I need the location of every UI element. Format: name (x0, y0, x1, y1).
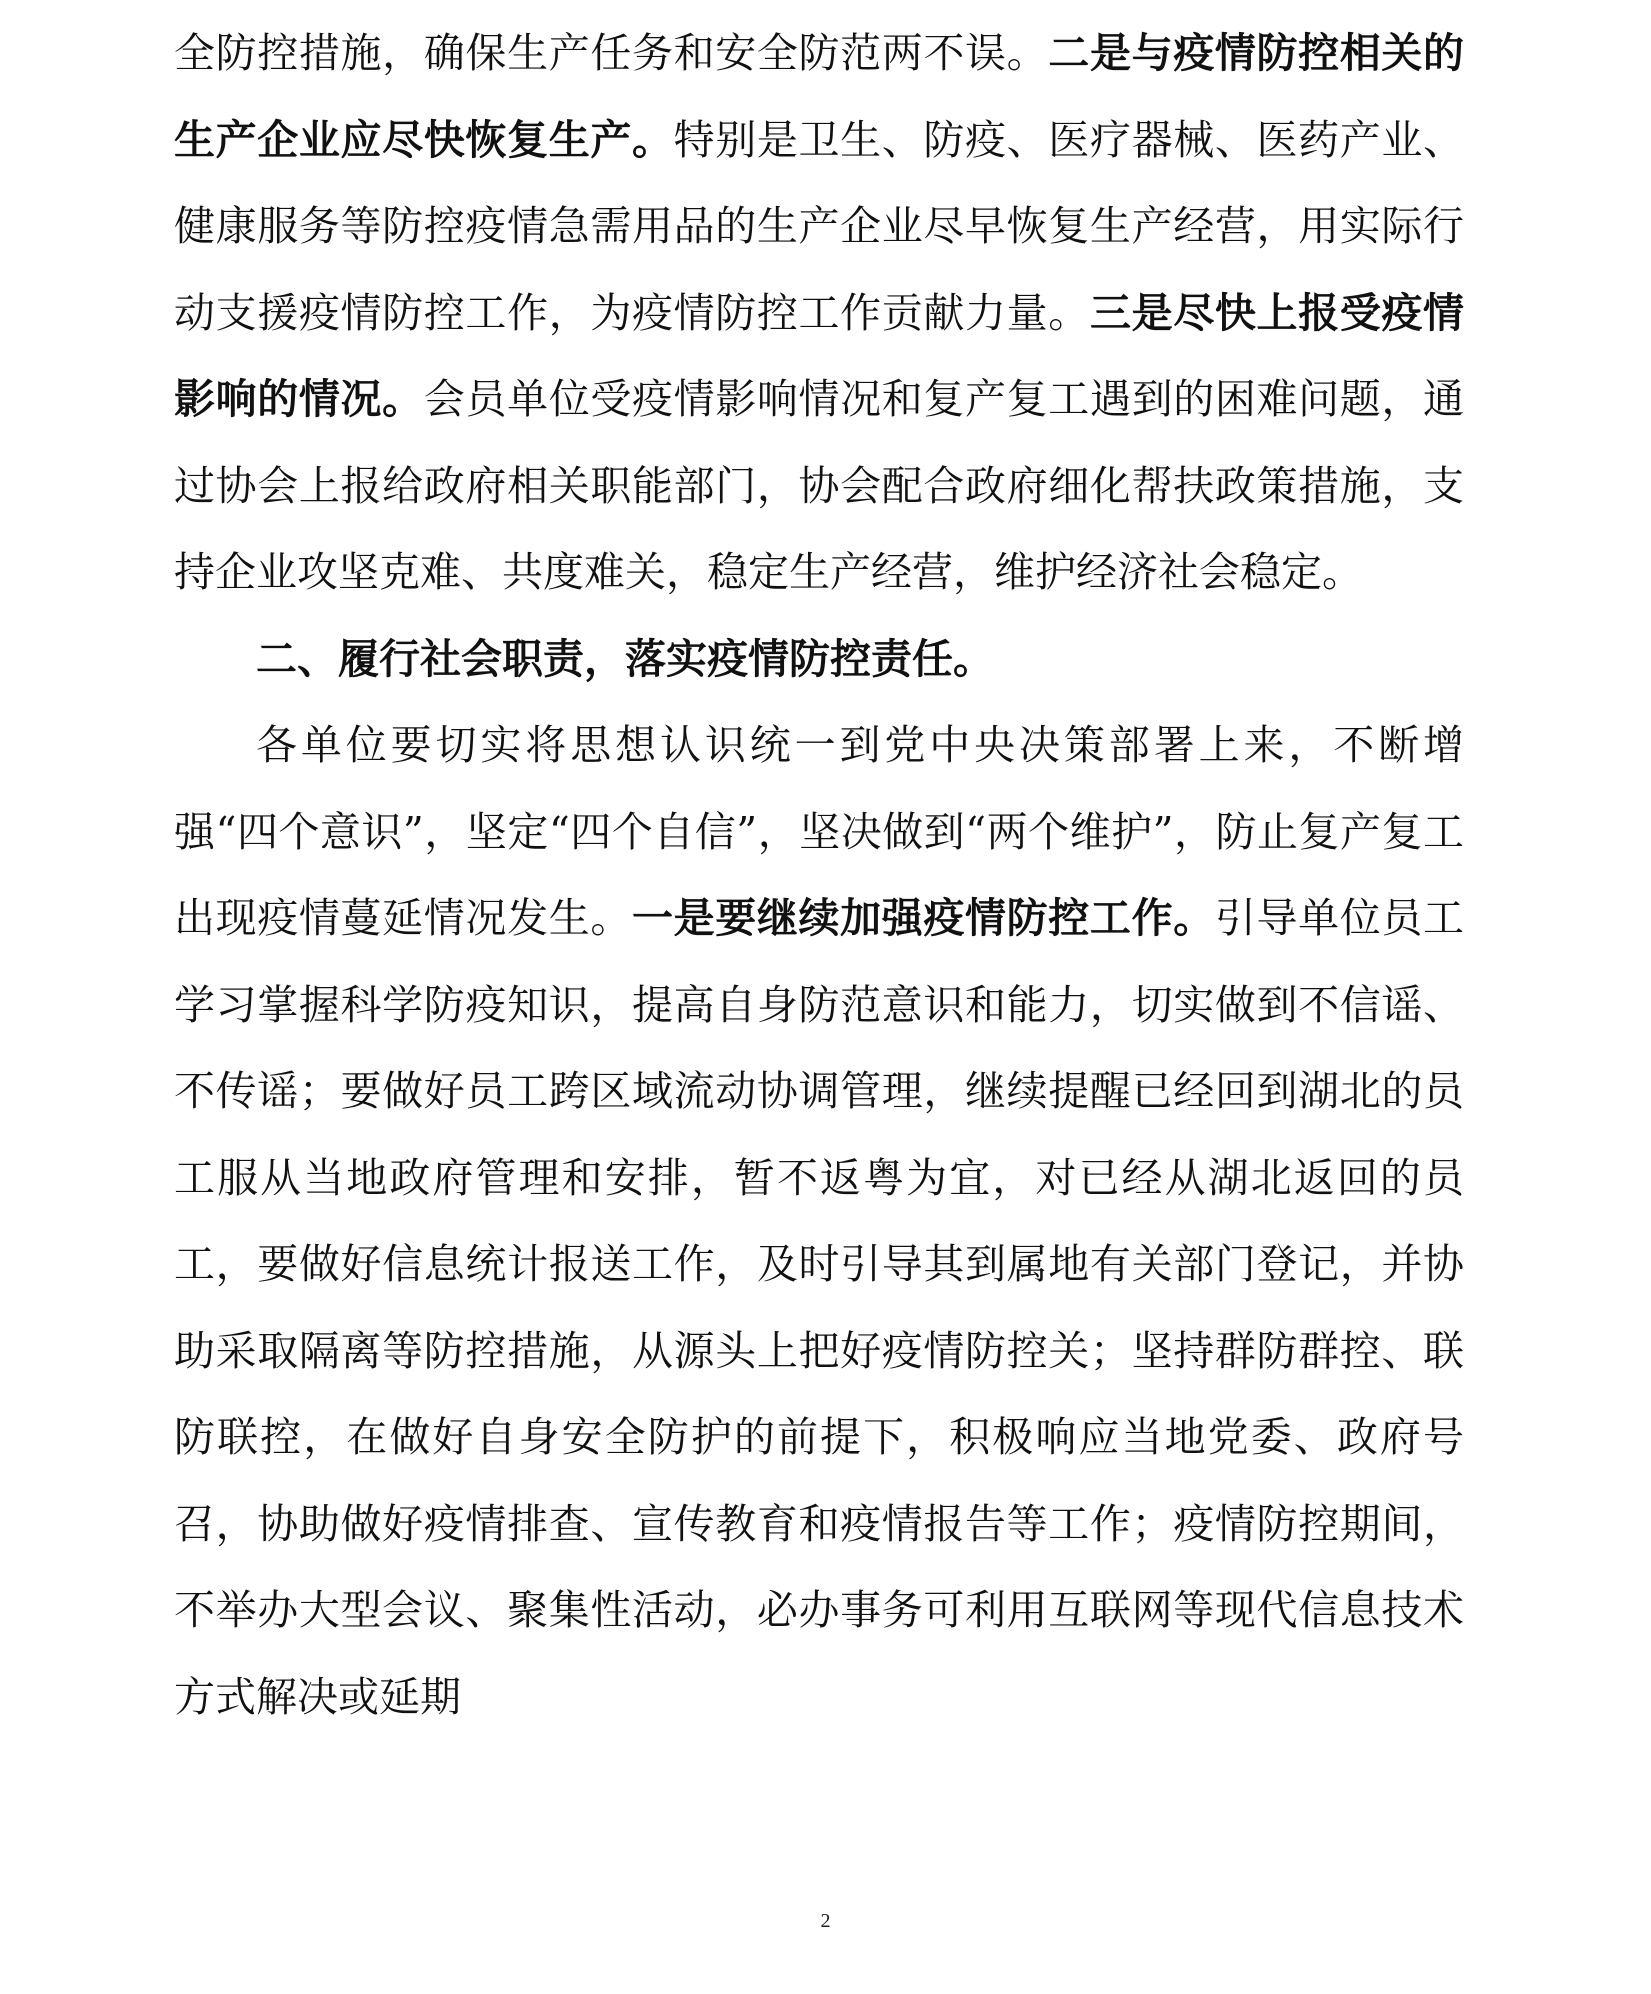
text-run: 引导单位员工学习掌握科学防疫知识，提高自身防范意识和能力，切实做到不信谣、不传谣；要做好员工跨区域流动协调管理，继续提醒已经回到湖北的员工服从当地政府管理和安排，暂不返粤为宜，对已经从湖北返回的员工，要做好信息统计报送工作，及时引导其到属地有关部门登记，并协助采取隔离等防控措施，从源头上把好疫情防控关；坚持群防群控、联防联控，在做好自身安全防护的前提下，积极响应当地党委、政府号召，协助做好疫情排查、宣传教育和疫情报告等工作；疫情防控期间，不举办大型会议、聚集性活动，必办事务可利用互联网等现代信息技术方式解决或延期 (174, 894, 1465, 1721)
text-run: 会员单位受疫情影响情况和复产复工遇到的困难问题，通过协会上报给政府相关职能部门，协会配合政府细化帮扶政策措施，支持企业攻坚克难、共度难关，稳定生产经营，维护经济社会稳定。 (174, 375, 1465, 596)
bold-emphasis-run: 三是尽快上报受疫情影响的情况。 (174, 288, 1465, 423)
document-body (174, 10, 1464, 1740)
bold-emphasis-run: 一是要继续加强疫情防控工作。 (631, 894, 1215, 942)
section-heading: 二、履行社会职责，落实疫情防控责任。 (256, 634, 994, 683)
bold-emphasis-run: 二是与疫情防控相关的生产企业应尽快恢复生产。 (174, 29, 1465, 164)
page-number: 2 (820, 1910, 831, 1932)
text-run: 各单位要切实将思想认识统一到党中央决策部署上来，不断增强“四个意识”，坚定“四个自信”，坚决做到“两个维护”，防止复产复工出现疫情蔓延情况发生。 (174, 721, 1464, 942)
text-run: 全防控措施，确保生产任务和安全防范两不误。 (174, 29, 1049, 77)
paragraph (174, 702, 1464, 1740)
text-run: 特别是卫生、防疫、医疗器械、医药产业、健康服务等防控疫情急需用品的生产企业尽早恢复生产经营，用实际行动支援疫情防控工作，为疫情防控工作贡献力量。 (174, 115, 1465, 337)
paragraph-continuation (174, 10, 1464, 616)
